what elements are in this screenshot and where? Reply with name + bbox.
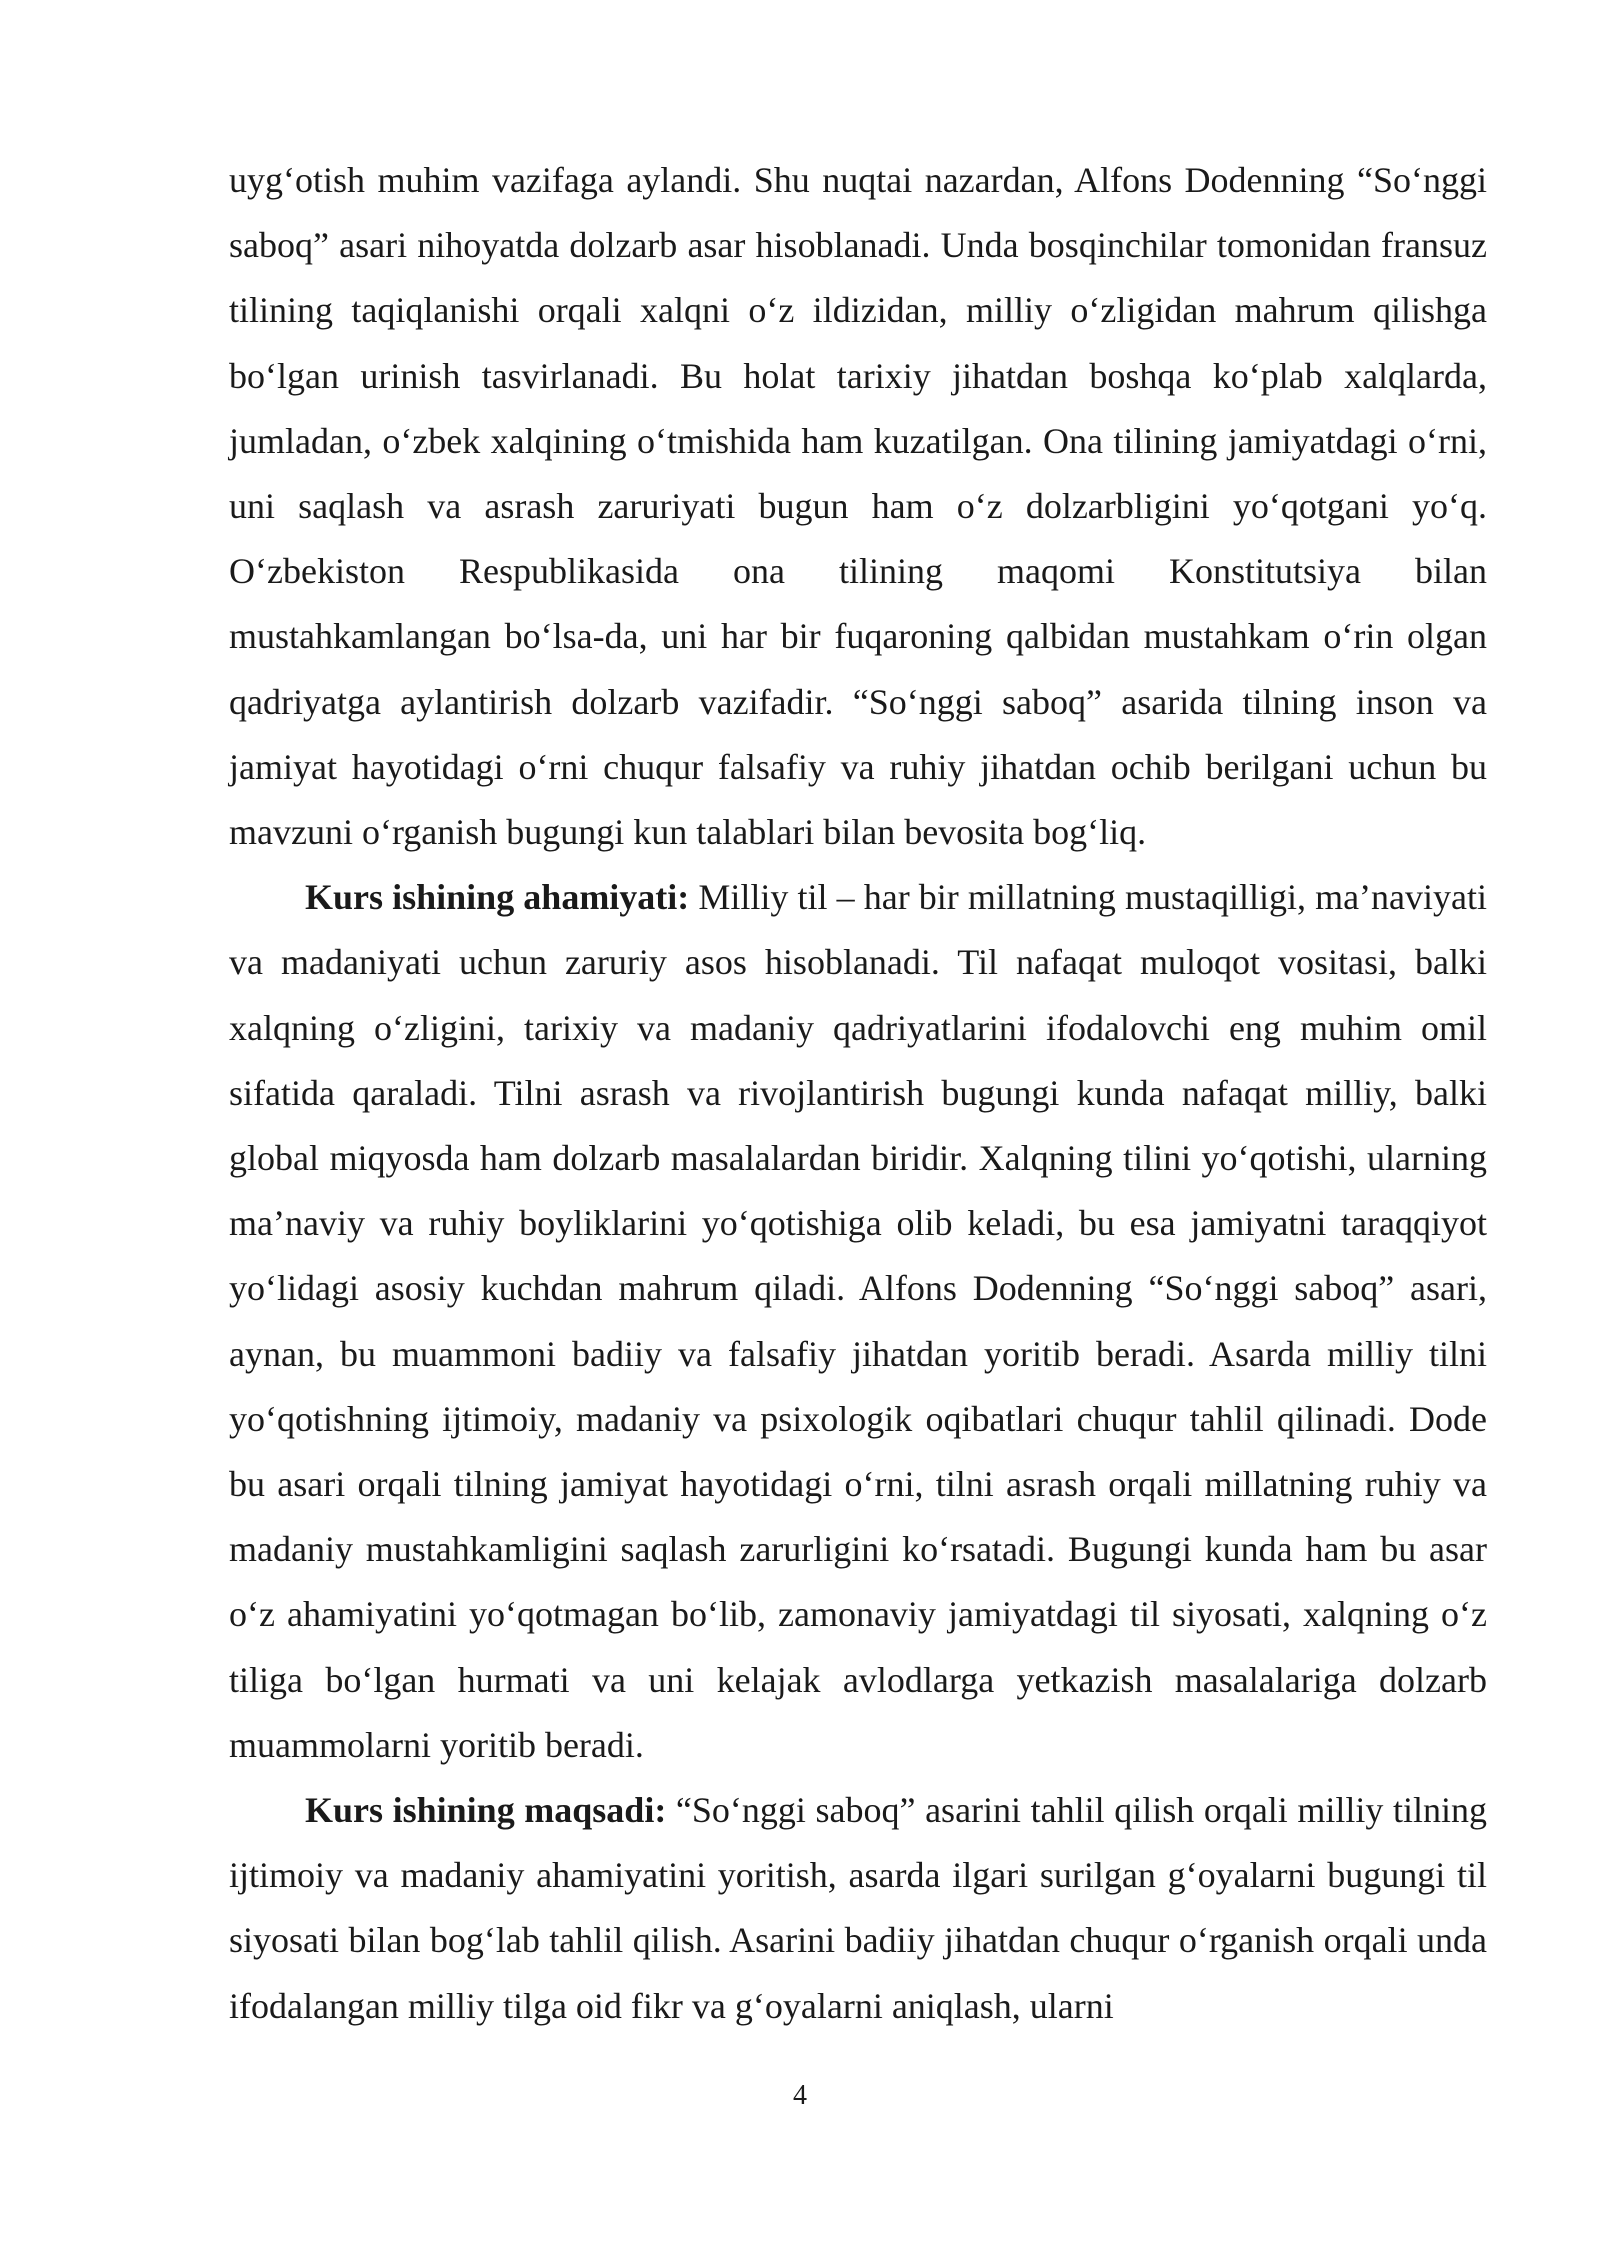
paragraph-text: Milliy til – har bir millatning mustaqilligi, ma’naviyati va madaniyati uchun zaruriy asos hisoblanadi. Til nafaqat muloqot vositasi, balki xalqning o‘zligini, tarixiy va madaniy qadriyatlarini ifodalovchi eng muhim omil sifatida qaraladi. Tilni asrash va rivojlantirish bugungi kunda nafaqat milliy, balki global miqyosda ham dolzarb masalalardan biridir. Xalqning tilini yo‘qotishi, ularning ma’naviy va ruhiy boyliklarini yo‘qotishiga olib keladi, bu esa jamiyatni taraqqiyot yo‘lidagi asosiy kuchdan mahrum qiladi. Alfons Dodenning “So‘nggi saboq” asari, aynan, bu muammoni badiiy va falsafiy jihatdan yoritib beradi. Asarda milliy tilni yo‘qotishning ijtimoiy, madaniy va psixologik oqibatlari chuqur tahlil qilinadi. Dode bu asari orqali tilning jamiyat hayotidagi o‘rni, tilni asrash orqali millatning ruhiy va madaniy mustahkamligini saqlash zarurligini ko‘rsatadi. Bugungi kunda ham bu asar o‘z ahamiyatini yo‘qotmagan bo‘lib, zamonaviy jamiyatdagi til siyosati, xalqning o‘z tiliga bo‘lgan hurmati va uni kelajak avlodlarga yetkazish masalalariga dolzarb muammolarni yoritib beradi. [229,877,1488,1765]
paragraph-intro-continuation [229,148,1487,865]
page-number: 4 [793,2080,807,2111]
paragraph-text: uyg‘otish muhim vazifaga aylandi. Shu nuqtai nazardan, Alfons Dodenning “So‘nggi saboq” asari nihoyatda dolzarb asar hisoblanadi. Unda bosqinchilar tomonidan fransuz tilining taqiqlanishi orqali xalqni o‘z ildizidan, milliy o‘zligidan mahrum qilishga bo‘lgan urinish tasvirlanadi. Bu holat tarixiy jihatdan boshqa ko‘plab xalqlarda, jumladan, o‘zbek xalqining o‘tmishida ham kuzatilgan. Ona tilining jamiyatdagi o‘rni, uni saqlash va asrash zaruriyati bugun ham o‘z dolzarbligini yo‘qotgani yo‘q. O‘zbekiston Respublikasida ona tilining maqomi Konstitutsiya bilan mustahkamlangan bo‘lsa-da, uni har bir fuqaroning qalbidan mustahkam o‘rin olgan qadriyatga aylantirish dolzarb vazifadir. “So‘nggi saboq” asarida tilning inson va jamiyat hayotidagi o‘rni chuqur falsafiy va ruhiy jihatdan ochib berilgani uchun bu mavzuni o‘rganish bugungi kun talablari bilan bevosita bog‘liq. [229,160,1487,853]
paragraph-ahamiyati [229,865,1487,1778]
paragraph-text: “So‘nggi saboq” asarini tahlil qilish orqali milliy tilning ijtimoiy va madaniy ahamiyatini yoritish, asarda ilgari surilgan g‘oyalarni bugungi til siyosati bilan bog‘lab tahlil qilish. Asarini badiiy jihatdan chuqur o‘rganish orqali unda ifodalangan milliy tilga oid fikr va g‘oyalarni aniqlash, ularni [229,1790,1488,2026]
section-heading-maqsadi: Kurs ishining maqsadi: [305,1790,667,1831]
section-heading-ahamiyati: Kurs ishining ahamiyati: [305,877,690,918]
paragraph-maqsadi [229,1778,1487,2039]
document-page [229,148,1487,2039]
